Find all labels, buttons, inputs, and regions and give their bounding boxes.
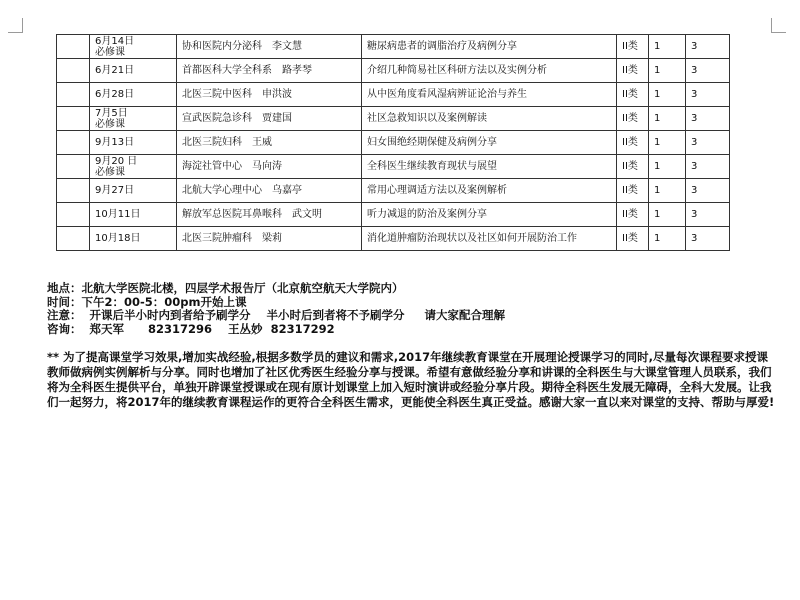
credits-cell: 1 xyxy=(649,203,686,227)
date-cell xyxy=(90,203,177,227)
row-index-cell xyxy=(57,155,90,179)
speaker-cell: 协和医院内分泌科 李文慧 xyxy=(177,35,362,59)
hours-cell: 3 xyxy=(686,227,730,251)
category-cell: II类 xyxy=(617,131,649,155)
credits-cell: 1 xyxy=(649,155,686,179)
row-index-cell xyxy=(57,131,90,155)
schedule-table-body xyxy=(57,35,730,251)
location-line: 地点：北航大学医院北楼，四层学术报告厅（北京航空航天大学院内） xyxy=(47,281,404,295)
hours-cell: 3 xyxy=(686,131,730,155)
table-row xyxy=(57,155,730,179)
category-cell: II类 xyxy=(617,83,649,107)
credits-cell: 1 xyxy=(649,83,686,107)
table-row xyxy=(57,35,730,59)
date-cell xyxy=(90,59,177,83)
speaker-cell: 海淀社管中心 马向涛 xyxy=(177,155,362,179)
course-date: 9月13日 xyxy=(95,137,135,148)
speaker-cell: 北医三院妇科 王威 xyxy=(177,131,362,155)
category-cell: II类 xyxy=(617,227,649,251)
topic-cell: 糖尿病患者的调脂治疗及病例分享 xyxy=(362,35,617,59)
speaker-cell: 首都医科大学全科系 路孝琴 xyxy=(177,59,362,83)
announcement-paragraph: ** 为了提高课堂学习效果,增加实战经验,根据多数学员的建议和需求,2017年继续教育课堂在开展理论授课学习的同时,尽量每次课程要求授课教师做病例实例解析与分享。同时也增加了社区优秀医生经验分享与授课。希望有意做经验分享和讲课的全科医生与大课堂管理人员联系，我们将为全科医生提供平台，单独开辟课堂授课或在现有原计划课堂上加入短时演讲或经验分享片段。期待全科医生发展无障碍，全科大发展。让我们一起努力，将2017年的继续教育课程运作的更符合全科医生需求，更能使全科医生真正受益。感谢大家一直以来对课堂的支持、帮助与厚爱! xyxy=(47,350,775,409)
course-date: 6月28日 xyxy=(95,89,135,100)
hours-cell: 3 xyxy=(686,203,730,227)
required-course-tag: 必修课 xyxy=(95,118,125,130)
topic-cell: 社区急救知识以及案例解读 xyxy=(362,107,617,131)
date-cell xyxy=(90,83,177,107)
credits-cell: 1 xyxy=(649,59,686,83)
course-date: 7月5日 xyxy=(95,107,128,119)
hours-cell: 3 xyxy=(686,83,730,107)
hours-cell: 3 xyxy=(686,179,730,203)
row-index-cell xyxy=(57,83,90,107)
topic-cell: 听力减退的防治及案例分享 xyxy=(362,203,617,227)
table-row xyxy=(57,203,730,227)
table-row xyxy=(57,179,730,203)
category-cell: II类 xyxy=(617,155,649,179)
topic-cell: 常用心理调适方法以及案例解析 xyxy=(362,179,617,203)
hours-cell: 3 xyxy=(686,35,730,59)
speaker-cell: 北医三院肿瘤科 梁莉 xyxy=(177,227,362,251)
credits-cell: 1 xyxy=(649,35,686,59)
hours-cell: 3 xyxy=(686,155,730,179)
row-index-cell xyxy=(57,203,90,227)
credits-cell: 1 xyxy=(649,107,686,131)
topic-cell: 介绍几种简易社区科研方法以及实例分析 xyxy=(362,59,617,83)
hours-cell: 3 xyxy=(686,107,730,131)
table-row xyxy=(57,107,730,131)
table-row xyxy=(57,227,730,251)
course-info xyxy=(47,282,505,336)
required-course-tag: 必修课 xyxy=(95,166,125,178)
date-cell xyxy=(90,131,177,155)
notice-line: 注意： 开课后半小时内到者给予刷学分 半小时后到者将不予刷学分 请大家配合理解 xyxy=(47,308,506,322)
topic-cell: 全科医生继续教育现状与展望 xyxy=(362,155,617,179)
date-cell xyxy=(90,179,177,203)
category-cell: II类 xyxy=(617,203,649,227)
row-index-cell xyxy=(57,35,90,59)
category-cell: II类 xyxy=(617,179,649,203)
topic-cell: 消化道肿瘤防治现状以及社区如何开展防治工作 xyxy=(362,227,617,251)
course-date: 9月20 日 xyxy=(95,155,138,167)
category-cell: II类 xyxy=(617,35,649,59)
page-corner-mark-left xyxy=(8,18,23,33)
date-cell xyxy=(90,107,177,131)
speaker-cell: 宣武医院急诊科 贾建国 xyxy=(177,107,362,131)
required-course-tag: 必修课 xyxy=(95,46,125,58)
course-date: 6月14日 xyxy=(95,35,135,47)
date-cell xyxy=(90,227,177,251)
schedule-table xyxy=(56,34,730,251)
credits-cell: 1 xyxy=(649,179,686,203)
row-index-cell xyxy=(57,227,90,251)
topic-cell: 从中医角度看风湿病辨证论治与养生 xyxy=(362,83,617,107)
page-corner-mark-right xyxy=(771,18,786,33)
credits-cell: 1 xyxy=(649,227,686,251)
row-index-cell xyxy=(57,107,90,131)
date-cell xyxy=(90,155,177,179)
date-cell xyxy=(90,35,177,59)
contact-line: 咨询： 郑天军 82317296 王丛妙 82317292 xyxy=(47,321,335,336)
topic-cell: 妇女围绝经期保健及病例分享 xyxy=(362,131,617,155)
time-line: 时间：下午2：00-5：00pm开始上课 xyxy=(47,294,247,309)
speaker-cell: 北医三院中医科 申洪波 xyxy=(177,83,362,107)
category-cell: II类 xyxy=(617,59,649,83)
course-date: 10月11日 xyxy=(95,209,141,220)
row-index-cell xyxy=(57,59,90,83)
credits-cell: 1 xyxy=(649,131,686,155)
row-index-cell xyxy=(57,179,90,203)
table-row xyxy=(57,131,730,155)
table-row xyxy=(57,83,730,107)
table-row xyxy=(57,59,730,83)
speaker-cell: 解放军总医院耳鼻喉科 武文明 xyxy=(177,203,362,227)
category-cell: II类 xyxy=(617,107,649,131)
course-date: 10月18日 xyxy=(95,233,141,244)
course-date: 6月21日 xyxy=(95,65,135,76)
speaker-cell: 北航大学心理中心 乌嘉亭 xyxy=(177,179,362,203)
course-date: 9月27日 xyxy=(95,185,135,196)
hours-cell: 3 xyxy=(686,59,730,83)
